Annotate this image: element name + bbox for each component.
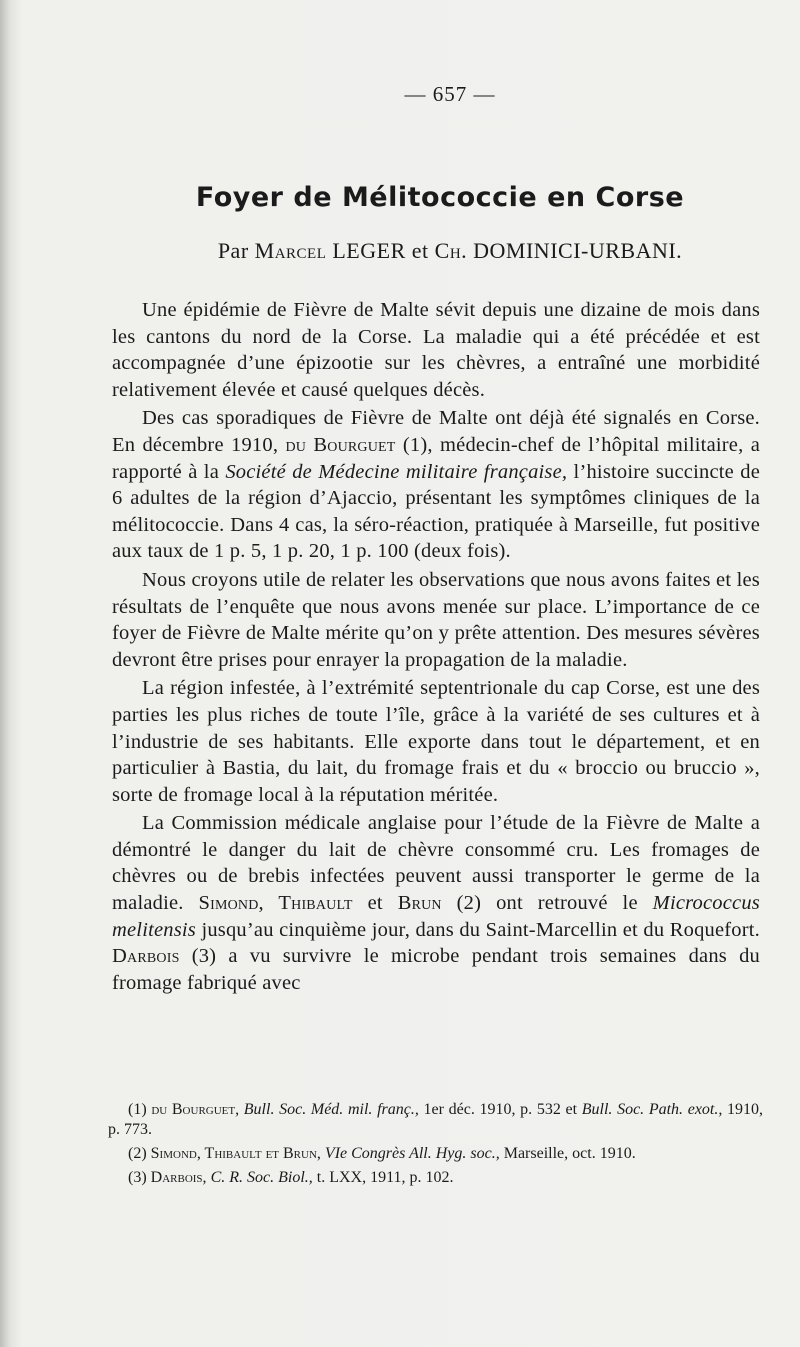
footnote-1-source-2: Bull. Soc. Path. exot., <box>581 1101 723 1118</box>
footnote-3-rest: t. LXX, 1911, p. 102. <box>316 1169 454 1186</box>
article-title: Foyer de Mélitococcie en Corse <box>195 182 685 213</box>
footnote-3-source: C. R. Soc. Biol., <box>210 1169 313 1186</box>
page-number: — 657 — <box>404 82 496 106</box>
footnote-3-author: Darbois, <box>150 1169 207 1186</box>
authors-prefix: Par <box>217 238 249 263</box>
footnote-1-number: (1) <box>128 1101 147 1118</box>
author-2: Ch. DOMINICI-URBANI. <box>434 238 683 263</box>
footnote-2-source: VIe Congrès All. Hyg. soc., <box>324 1145 500 1162</box>
paragraph-3: Nous croyons utile de relater les observations que nous avons faites et les résultats de l’enquête que nous avons menée sur place. L’importance de ce foyer de Fièvre de Malte mérite qu’on y prête attention. Des mesures sévères devront être prises pour enrayer la propagation de la maladie. <box>112 568 760 671</box>
reference-author-darbois: Darbois <box>112 945 180 968</box>
footnote-1 <box>108 1100 763 1140</box>
paragraph-5 <box>112 810 760 996</box>
footnote-2-author: Simond, Thibault et Brun, <box>150 1145 321 1162</box>
paragraph-2-part-3: l’histoire succincte de 6 adultes de la région d’Ajaccio, présentant les symptômes cliniques de la mélitococcie. Dans 4 cas, la séro-réaction, pratiquée à Marseille, fut positive aux taux de 1 p. 5, 1 p. 20, 1 p. 100 (deux fois). <box>112 460 760 563</box>
paragraph-5-part-1: La Commission médicale anglaise pour l’étude de la Fièvre de Malte a démontré le danger du lait de chèvre consommé cru. Les fromages de chèvres ou de brebis infectées peuvent aussi transporter le germe de la maladie. <box>112 812 760 915</box>
paragraph-5-and: et <box>367 892 383 915</box>
paragraph-4: La région infestée, à l’extrémité septentrionale du cap Corse, est une des parties les plus riches de toute l’île, grâce à la variété de ses cultures et à l’industrie de ses habitants. Elle exporte dans tout le département, et en particulier à Bastia, du lait, du fromage frais et du « broccio ou bruccio », sorte de fromage local à la réputation méritée. <box>112 677 760 806</box>
paragraph-2 <box>112 405 760 565</box>
paragraph-2-part-2: (1), médecin-chef de l’hôpital militaire, a rapporté à la <box>112 433 761 483</box>
paragraph-5-part-3: jusqu’au cinquième jour, dans du Saint-Marcellin et du Roquefort. <box>201 918 760 941</box>
journal-name: Société de Médecine militaire française, <box>225 460 568 483</box>
paragraph-5-part-2: (2) ont retrouvé le <box>456 892 638 915</box>
author-1: Marcel LEGER <box>254 238 406 263</box>
footnote-1-date-sup: 1er <box>423 1101 444 1118</box>
footnote-3-number: (3) <box>128 1169 147 1186</box>
paragraph-2-part-1: Des cas sporadiques de Fièvre de Malte ont déjà été signalés en Corse. En décembre 1910, <box>112 407 760 456</box>
footnote-1-source: Bull. Soc. Méd. mil. franç., <box>243 1101 419 1118</box>
footnote-2 <box>108 1144 763 1164</box>
footnote-1-rest-2: 1910, p. 773. <box>108 1101 764 1138</box>
reference-author-bourguet: du Bourguet <box>285 433 396 456</box>
footnote-2-rest: Marseille, oct. 1910. <box>503 1145 636 1162</box>
article-authors <box>100 238 800 264</box>
paragraph-5-part-4: (3) a vu survivre le microbe pendant trois semaines dans du fromage fabriqué avec <box>112 945 761 994</box>
authors-conjunction: et <box>411 238 429 263</box>
footnote-3 <box>108 1168 763 1188</box>
footnote-2-number: (2) <box>128 1145 147 1162</box>
article-body <box>112 297 760 996</box>
species-name: Micrococcus melitensis <box>112 892 760 941</box>
footnote-1-author: du Bourguet, <box>151 1101 240 1118</box>
footnotes <box>108 1100 763 1188</box>
paragraph-1: Une épidémie de Fièvre de Malte sévit depuis une dizaine de mois dans les cantons du nord de la Corse. La maladie qui a été précédée et est accompagnée d’une épizootie sur les chèvres, a entraîné une morbidité relativement élevée et causé quelques décès. <box>112 299 760 401</box>
reference-authors-simond-thibault: Simond, Thibault <box>198 892 353 915</box>
reference-author-brun: Brun <box>397 892 442 915</box>
footnote-1-rest: déc. 1910, p. 532 et <box>448 1101 578 1118</box>
